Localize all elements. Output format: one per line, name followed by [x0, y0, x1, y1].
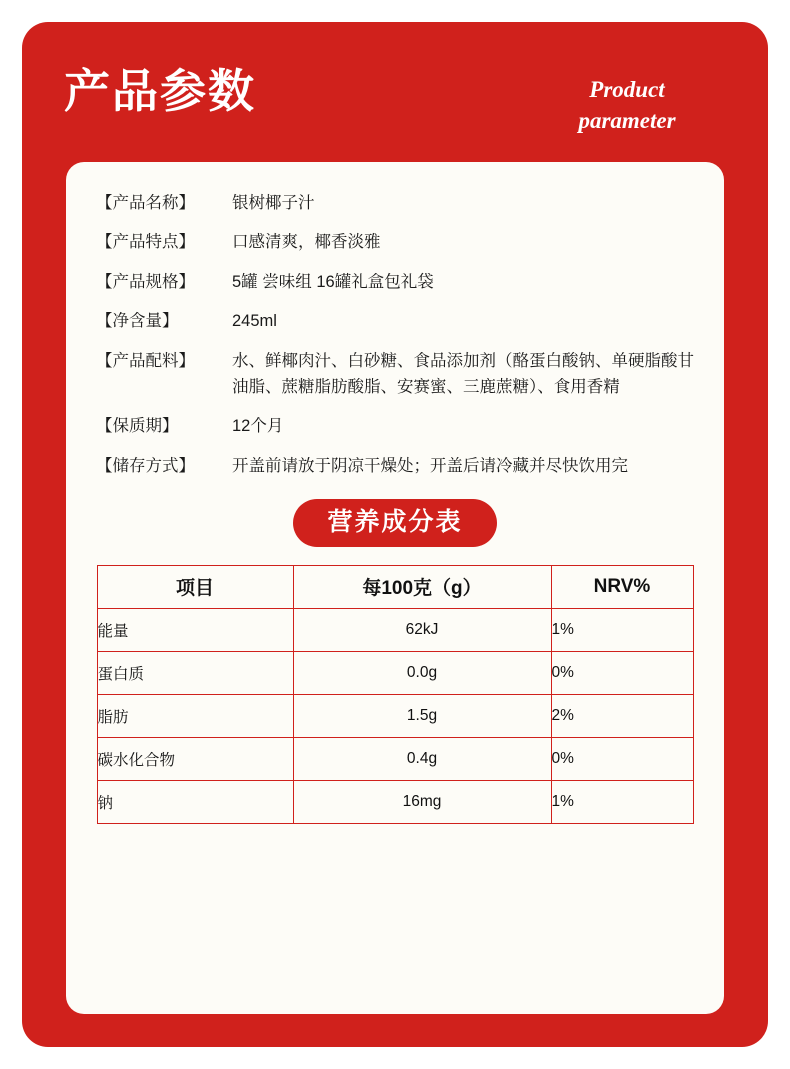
cell-per100: 0.4g	[293, 737, 551, 780]
table-row	[97, 694, 693, 737]
cell-item: 能量	[97, 608, 293, 651]
cell-item: 碳水化合物	[97, 737, 293, 780]
spec-row	[96, 229, 700, 255]
spec-row	[96, 453, 700, 479]
page-title-english	[532, 74, 722, 136]
red-card	[22, 22, 768, 1047]
nutrition-table	[97, 565, 694, 824]
cell-item: 蛋白质	[97, 651, 293, 694]
spec-list	[90, 190, 700, 479]
spec-row	[96, 190, 700, 216]
cell-nrv: 0%	[551, 737, 693, 780]
card-header	[22, 22, 768, 162]
spec-label: 【保质期】	[96, 417, 179, 436]
spec-value: 口感清爽，椰香淡雅	[232, 233, 381, 252]
spec-row	[96, 413, 700, 439]
column-header-nrv: NRV%	[551, 565, 693, 608]
spec-value: 开盖前请放于阴凉干燥处；开盖后请冷藏并尽快饮用完	[232, 456, 628, 475]
page-title-english-line1: Product	[589, 77, 665, 102]
nutrition-badge-wrap	[90, 499, 700, 547]
spec-label: 【产品特点】	[96, 233, 195, 252]
column-header-per100g: 每100克（g）	[293, 565, 551, 608]
spec-label: 【产品规格】	[96, 272, 195, 291]
nutrition-table-badge: 营养成分表	[293, 499, 496, 547]
page-title: 产品参数	[64, 64, 256, 118]
page-title-english-line2: parameter	[578, 108, 676, 134]
spec-value: 水、鲜椰肉汁、白砂糖、食品添加剂（酪蛋白酸钠、单硬脂酸甘油脂、蔗糖脂肪酸脂、安赛蜜、三鹿蔗糖）、食用香精	[232, 351, 694, 396]
cell-per100: 0.0g	[293, 651, 551, 694]
spec-value: 12个月	[232, 417, 284, 436]
cell-item: 钠	[97, 780, 293, 823]
column-header-item: 项目	[97, 565, 293, 608]
spec-label: 【产品名称】	[96, 194, 195, 212]
spec-row	[96, 308, 700, 334]
cell-nrv: 1%	[551, 780, 693, 823]
cell-nrv: 0%	[551, 651, 693, 694]
spec-value: 245ml	[232, 312, 277, 331]
spec-value: 银树椰子汁	[232, 194, 315, 212]
spec-label: 【储存方式】	[96, 456, 195, 475]
cell-per100: 62kJ	[293, 608, 551, 651]
table-row	[97, 737, 693, 780]
spec-panel	[66, 162, 724, 1014]
spec-value: 5罐 尝味组 16罐礼盒包礼袋	[232, 272, 434, 291]
table-row	[97, 651, 693, 694]
cell-nrv: 1%	[551, 608, 693, 651]
cell-nrv: 2%	[551, 694, 693, 737]
spec-label: 【产品配料】	[96, 351, 195, 370]
spec-label: 【净含量】	[96, 312, 179, 331]
cell-per100: 16mg	[293, 780, 551, 823]
table-row	[97, 608, 693, 651]
spec-row	[96, 348, 700, 401]
cell-per100: 1.5g	[293, 694, 551, 737]
table-row	[97, 780, 693, 823]
spec-row	[96, 269, 700, 295]
table-header-row	[97, 565, 693, 608]
cell-item: 脂肪	[97, 694, 293, 737]
